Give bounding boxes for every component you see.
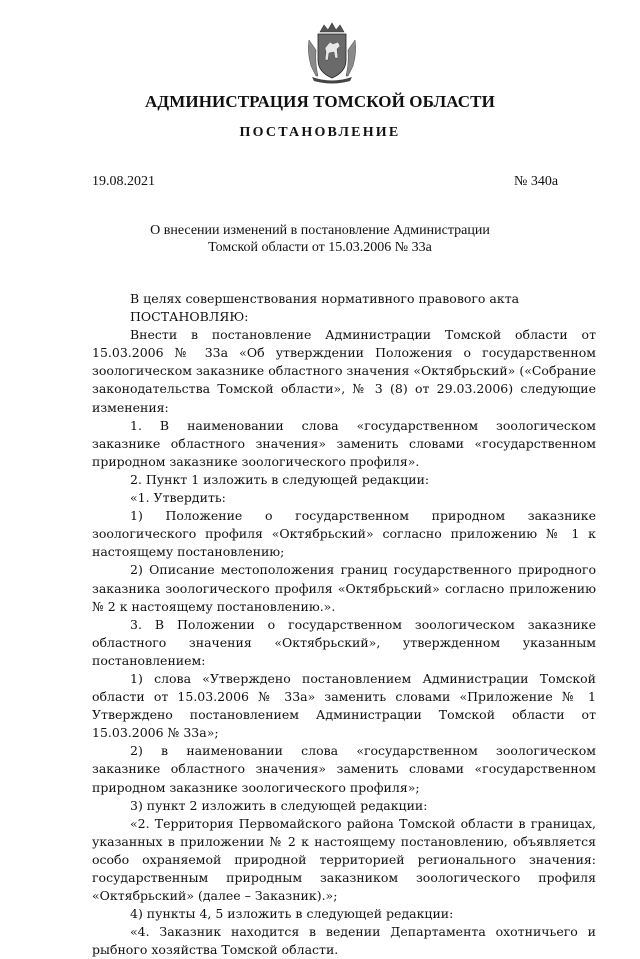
document-title — [0, 222, 640, 256]
paragraph: 1) слова «Утверждено постановлением Администрации Томской области от 15.03.2006 № 33а» заменить словами «Приложение № 1 Утверждено постановлением Администрации Томской области от 15.03.2006 № 33а»; — [92, 670, 596, 741]
paragraph-decree: ПОСТАНОВЛЯЮ: — [130, 309, 249, 325]
paragraph: 2) Описание местоположения границ государственного природного заказника зоологического профиля «Октябрьский» согласно приложению № 2 к настоящему постановлению.». — [92, 562, 596, 614]
document-body — [92, 290, 596, 959]
organization-name: АДМИНИСТРАЦИЯ ТОМСКОЙ ОБЛАСТИ — [145, 92, 495, 111]
document-type: ПОСТАНОВЛЕНИЕ — [239, 125, 401, 140]
paragraph: 2. Пункт 1 изложить в следующей редакции: — [130, 471, 430, 487]
paragraph: «4. Заказник находится в ведении Департамента охотничьего и рыбного хозяйства Томской области. — [92, 924, 596, 958]
paragraph: В целях совершенствования нормативного правового акта — [130, 291, 520, 306]
paragraph: «1. Утвердить: — [130, 490, 226, 506]
paragraph: 3. В Положении о государственном зоологическом заказнике областного значения «Октябрьский», утвержденном указанным постановлением: — [92, 616, 596, 668]
paragraph: 1) Положение о государственном природном заказнике зоологического профиля «Октябрьский» согласно приложению № 1 к настоящему постановлению; — [92, 508, 596, 560]
paragraph: 3) пункт 2 изложить в следующей редакции: — [130, 797, 428, 813]
paragraph: Внести в постановление Администрации Томской области от 15.03.2006 № 33а «Об утверждении Положения о государственном зоологическом заказнике областного значения «Октябрьский» («Собрание законодательства Томской области», № 3 (8) от 29.03.2006) следующие изменения: — [92, 327, 596, 415]
document-date: 19.08.2021 — [92, 174, 155, 189]
title-line-2: Томской области от 15.03.2006 № 33а — [208, 240, 432, 255]
paragraph: 2) в наименовании слова «государственном зоологическом заказнике областного значения» заменить словами «государственном природном заказнике зоологического профиля»; — [92, 743, 596, 795]
tomsk-coat-of-arms-emblem — [306, 22, 358, 84]
title-line-1: О внесении изменений в постановление Администрации — [150, 223, 490, 238]
paragraph: 1. В наименовании слова «государственном зоологическом заказнике областного значения» заменить словами «государственном природном заказнике зоологического профиля». — [92, 417, 596, 469]
document-number: № 340а — [514, 174, 559, 189]
paragraph: 4) пункты 4, 5 изложить в следующей редакции: — [130, 906, 454, 922]
paragraph: «2. Территория Первомайского района Томской области в границах, указанных в приложении № 2 к настоящему постановлению, объявляется особо охраняемой природной территорией регионального значения: государственным природным заказником зоологического профиля «Октябрьский» (далее – Заказник).»; — [92, 815, 596, 904]
